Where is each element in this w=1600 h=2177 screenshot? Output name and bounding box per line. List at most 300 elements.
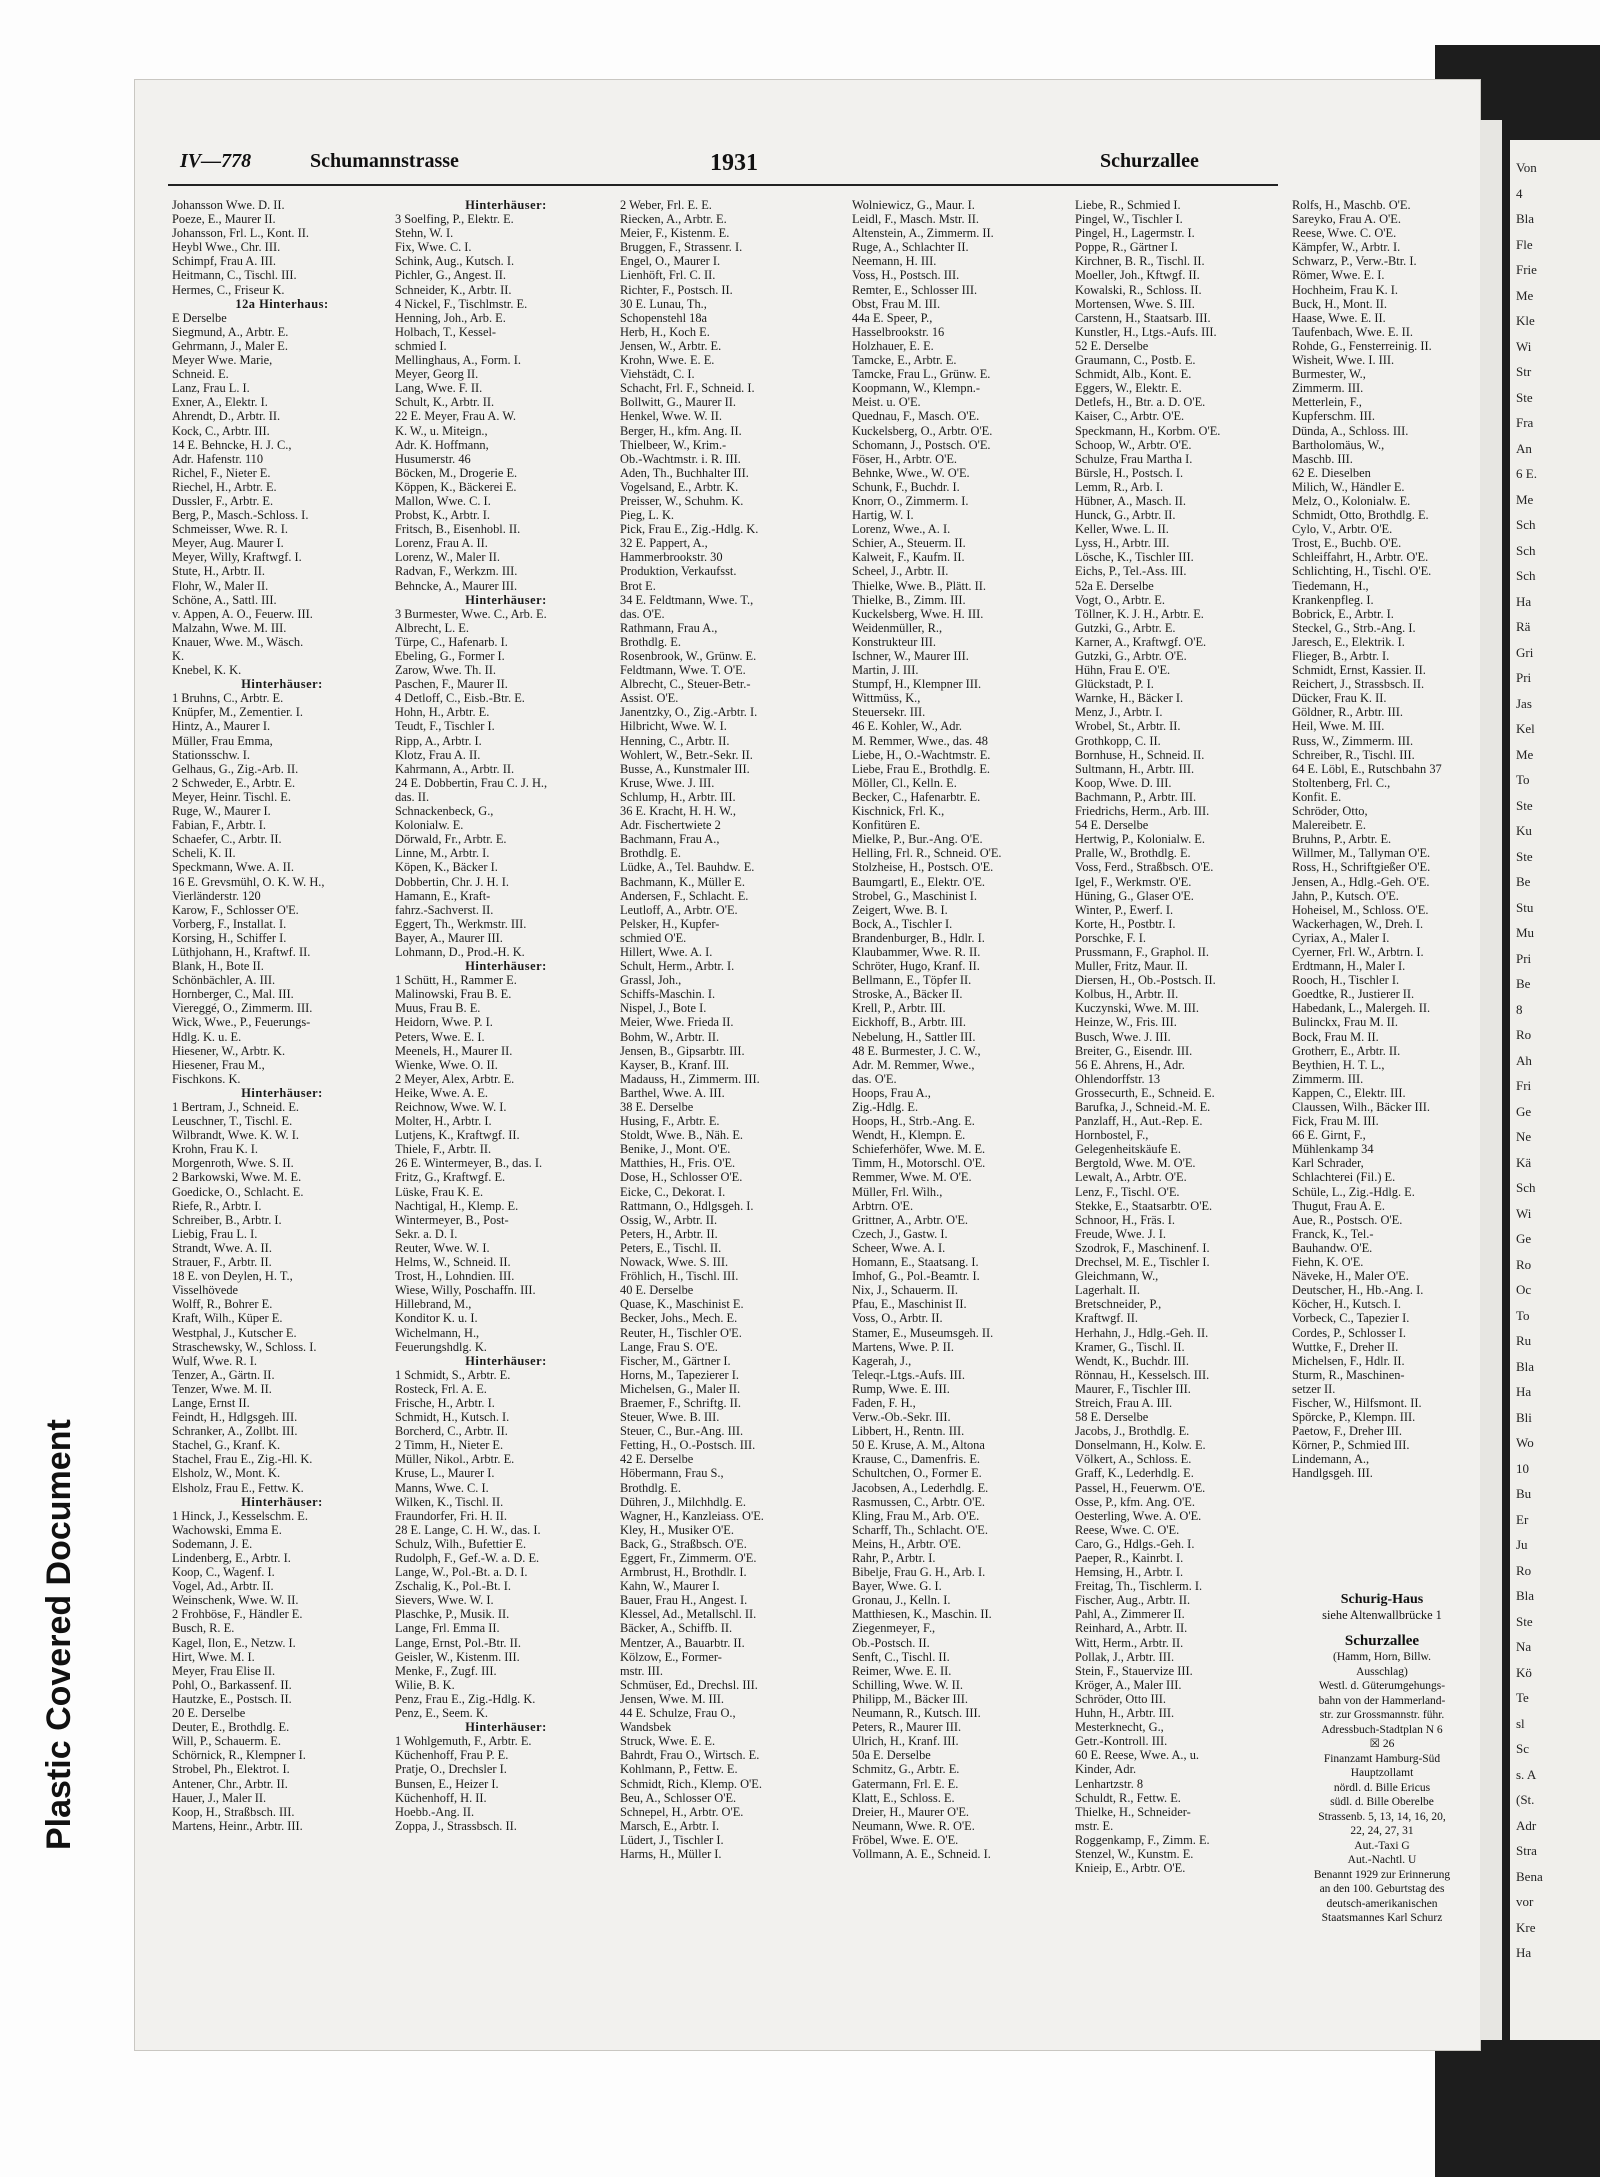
directory-entry: Morgenroth, Wwe. S. II. — [172, 1156, 294, 1171]
directory-entry: Diersen, H., Ob.-Postsch. II. — [1075, 973, 1216, 988]
schurzallee-title: Schurzallee — [1344, 1633, 1420, 1649]
directory-entry: Möller, Cl., Kelln. E. — [852, 775, 957, 790]
directory-entry: Blank, H., Bote II. — [172, 959, 264, 974]
next-page-text-fragment: Bu — [1516, 1486, 1532, 1501]
directory-entry: Küchenhoff, H. II. — [395, 1790, 487, 1805]
directory-entry: Igel, F., Werkmstr. O'E. — [1075, 874, 1192, 889]
directory-entry: 2 Barkowski, Wwe. M. E. — [172, 1170, 302, 1185]
directory-entry: Körner, P., Schmied III. — [1292, 1438, 1410, 1453]
directory-entry: Heitmann, C., Tischl. III. — [172, 268, 297, 283]
column-2 — [395, 198, 617, 2018]
directory-entry: Bayer, Wwe. G. I. — [852, 1579, 942, 1594]
directory-entry: Fetting, H., O.-Postsch. III. — [620, 1438, 756, 1453]
directory-entry: Zimmerm. III. — [1292, 1071, 1364, 1086]
directory-entry: Dücker, Frau K. II. — [1292, 691, 1387, 706]
directory-entry: Gronau, J., Kelln. I. — [852, 1593, 951, 1608]
directory-entry: Poeze, E., Maurer II. — [172, 212, 276, 227]
directory-entry: Marsch, E., Arbtr. I. — [620, 1818, 720, 1833]
directory-entry: Nispel, J., Bote I. — [620, 1001, 707, 1016]
directory-entry: Schüle, L., Zig.-Hdlg. E. — [1292, 1184, 1415, 1199]
schurzallee-line: Benannt 1929 zur Erinnerung — [1313, 1868, 1451, 1881]
directory-entry: Aue, R., Postsch. O'E. — [1292, 1212, 1403, 1227]
directory-entry: Brothdlg. E. — [620, 846, 681, 861]
directory-entry: 48 E. Burmester, J. C. W., — [852, 1043, 981, 1058]
directory-entry: Holzhauer, E. E. — [852, 338, 934, 353]
directory-entry: Westphal, J., Kutscher E. — [172, 1325, 297, 1340]
directory-entry: Paschen, F., Maurer II. — [395, 677, 508, 692]
directory-entry: Fischer, W., Hilfsmont. II. — [1292, 1395, 1422, 1410]
next-page-text-fragment: Oc — [1516, 1282, 1532, 1297]
directory-entry: Schröder, Otto, — [1292, 804, 1368, 819]
directory-entry: 1 Hinck, J., Kesselschm. E. — [172, 1508, 308, 1523]
directory-entry: Jahn, P., Kutsch. O'E. — [1292, 888, 1399, 903]
next-page-text-fragment: Bena — [1516, 1868, 1543, 1884]
directory-entry: 54 E. Derselbe — [1075, 818, 1149, 833]
directory-entry: Claussen, Wilh., Bäcker III. — [1292, 1100, 1430, 1114]
directory-entry: Schiffs-Maschin. I. — [620, 987, 716, 1002]
directory-entry: 3 Soelfing, P., Elektr. E. — [395, 212, 514, 227]
directory-entry: K. — [172, 649, 185, 663]
directory-entry: Freitag, Th., Tischlerm. I. — [1075, 1579, 1203, 1594]
directory-entry: Schimpf, Frau A. III. — [172, 254, 276, 269]
directory-entry: Ruge, W., Maurer I. — [172, 804, 271, 819]
directory-entry: Antener, Chr., Arbtr. II. — [172, 1776, 288, 1791]
directory-entry: Voss, O., Arbtr. II. — [852, 1311, 943, 1326]
directory-entry: 1 Bertram, J., Schneid. E. — [172, 1100, 299, 1114]
next-page-text-fragment: Bli — [1516, 1409, 1532, 1425]
directory-entry: Kolonialw. E. — [395, 818, 464, 833]
directory-entry: Breiter, G., Eisendr. III. — [1075, 1043, 1193, 1058]
directory-entry: Molter, H., Arbtr. I. — [395, 1114, 492, 1129]
directory-entry: Vogt, O., Arbtr. E. — [1075, 592, 1165, 607]
directory-entry: Lange, Frl. Emma II. — [395, 1621, 500, 1636]
next-page-text-fragment: (St. — [1516, 1792, 1535, 1807]
directory-entry: Klotz, Frau A. II. — [395, 747, 481, 762]
directory-entry: Lyss, H., Arbtr. III. — [1075, 536, 1170, 551]
directory-entry: Matthies, H., Fris. O'E. — [620, 1156, 736, 1171]
directory-entry: Cordes, P., Schlosser I. — [1292, 1325, 1406, 1340]
directory-entry: Kley, H., Musiker O'E. — [620, 1522, 734, 1537]
directory-entry: Pichler, G., Angest. II. — [395, 268, 507, 283]
directory-entry: Richter, F., Postsch. II. — [620, 282, 733, 297]
next-page-text-fragment: Pri — [1516, 670, 1532, 685]
directory-entry: Eggers, W., Elektr. E. — [1075, 381, 1182, 396]
directory-entry: Schieferhöfer, Wwe. M. E. — [852, 1142, 986, 1157]
directory-entry: Remter, E., Schlosser III. — [852, 282, 978, 297]
directory-entry: Hinterhäuser: — [241, 1494, 323, 1509]
next-page-text-fragment: Wo — [1516, 1435, 1534, 1450]
directory-entry: Bock, Frau M. II. — [1292, 1029, 1379, 1044]
directory-entry: Heinze, W., Fris. III. — [1075, 1015, 1177, 1030]
directory-entry: Horns, M., Tapezierer I. — [620, 1367, 739, 1382]
directory-entry: Lewalt, A., Arbtr. O'E. — [1075, 1170, 1187, 1185]
directory-entry: Bartholomäus, W., — [1292, 437, 1385, 452]
directory-entry: Prussmann, F., Graphol. II. — [1075, 944, 1209, 959]
directory-entry: Thielbeer, W., Krim.- — [620, 437, 727, 452]
directory-entry: Thiele, F., Arbtr. II. — [395, 1142, 492, 1157]
directory-entry: Taufenbach, Wwe. E. II. — [1292, 324, 1414, 339]
directory-entry: Albrecht, L. E. — [395, 620, 469, 635]
directory-entry: Zoppa, J., Strassbsch. II. — [395, 1818, 517, 1833]
directory-entry: Knebel, K. K. — [172, 663, 242, 678]
directory-entry: Peters, R., Maurer III. — [852, 1720, 962, 1735]
next-page-text-fragment: Mu — [1516, 925, 1535, 940]
directory-entry: Kahrmann, A., Arbtr. II. — [395, 761, 515, 776]
directory-entry: Schultchen, O., Former E. — [852, 1466, 982, 1481]
directory-entry: Stekke, E., Staatsarbtr. O'E. — [1075, 1198, 1213, 1213]
next-page-text-fragment: An — [1516, 440, 1532, 456]
directory-entry: Fick, Frau M. III. — [1292, 1114, 1379, 1129]
directory-entry: Völkert, A., Schloss. E. — [1075, 1452, 1192, 1467]
directory-entry: Meyer, Aug. Maurer I. — [172, 536, 284, 551]
directory-entry: Goedicke, O., Schlacht. E. — [172, 1184, 304, 1199]
directory-entry: Peters, H., Arbtr. II. — [620, 1226, 718, 1241]
next-page-text-fragment: Sch — [1516, 1180, 1536, 1195]
directory-entry: Rohde, G., Fensterreinig. II. — [1292, 338, 1432, 353]
directory-entry: Goedtke, R., Justierer II. — [1292, 987, 1415, 1002]
column-3 — [620, 198, 848, 2018]
directory-entry: Müller, Nikol., Arbtr. E. — [395, 1452, 515, 1467]
directory-entry: Lorenz, Frau A. II. — [395, 536, 488, 551]
directory-entry: Reinhard, A., Arbtr. II. — [1075, 1621, 1188, 1636]
directory-entry: 60 E. Reese, Wwe. A., u. — [1075, 1748, 1199, 1763]
directory-entry: Vogel, Ad., Arbtr. II. — [172, 1579, 274, 1594]
directory-entry: Maschb. III. — [1292, 451, 1353, 466]
schurzallee-line: Hauptzollamt — [1350, 1767, 1414, 1779]
directory-entry: Hermes, C., Friseur K. — [172, 282, 285, 297]
directory-entry: Feldtmann, Wwe. T. O'E. — [620, 663, 746, 678]
directory-entry: Steuer, Wwe. B. III. — [620, 1410, 720, 1425]
directory-entry: Näveke, H., Maler O'E. — [1292, 1269, 1409, 1284]
directory-entry: Krell, P., Arbtr. III. — [852, 1001, 946, 1016]
directory-entry: 20 E. Derselbe — [172, 1706, 246, 1721]
directory-entry: Schopenstehl 18a — [620, 310, 708, 325]
directory-entry: 1 Wohlgemuth, F., Arbtr. E. — [395, 1734, 532, 1749]
directory-entry: Cyerner, Frl. W., Arbtrn. I. — [1292, 944, 1424, 959]
directory-entry: Becker, C., Hafenarbtr. E. — [852, 789, 981, 804]
directory-entry: 2 Timm, H., Nieter E. — [395, 1438, 504, 1453]
directory-entry: Krankenpfleg. I. — [1292, 592, 1374, 607]
directory-entry: Hertwig, P., Kolonialw. E. — [1075, 832, 1205, 847]
directory-entry: Wienke, Wwe. O. II. — [395, 1057, 498, 1072]
directory-entry: Reuter, H., Tischler O'E. — [620, 1325, 742, 1340]
directory-entry: Eggert, Th., Werkmstr. III. — [395, 916, 527, 931]
directory-entry: Menke, F., Zugf. III. — [395, 1663, 497, 1678]
next-page-text-fragment: 8 — [1516, 1001, 1523, 1017]
directory-entry: Fraundorfer, Fri. H. II. — [395, 1508, 508, 1523]
directory-entry: Rooch, H., Tischler I. — [1292, 973, 1400, 988]
next-page-text-fragment: Ah — [1516, 1052, 1532, 1068]
directory-entry: Hinterhäuser: — [465, 1720, 547, 1735]
directory-entry: Karl Schrader, — [1292, 1156, 1364, 1171]
directory-entry: Gatermann, Frl. E. E. — [852, 1776, 959, 1791]
directory-entry: Ruge, A., Schlachter II. — [852, 240, 969, 255]
directory-entry: Schier, A., Steuerm. II. — [852, 536, 966, 551]
directory-entry: 56 E. Ahrens, H., Adr. — [1075, 1057, 1185, 1072]
next-page-text-fragment: Ro — [1516, 1027, 1532, 1042]
directory-entry: Wagner, H., Kanzleiass. O'E. — [620, 1508, 764, 1523]
directory-entry: Zeigert, Wwe. B. I. — [852, 902, 948, 917]
directory-entry: Wolniewicz, G., Maur. I. — [852, 198, 975, 212]
directory-entry: Struck, Wwe. E. E. — [620, 1734, 716, 1749]
directory-entry: Dussler, F., Arbtr. E. — [172, 493, 274, 508]
directory-entry: Köppen, K., Bäckerei E. — [395, 479, 517, 494]
directory-entry: 38 E. Derselbe — [620, 1100, 694, 1114]
directory-entry: 16 E. Grevsmühl, O. K. W. H., — [172, 874, 325, 889]
directory-entry: Kappen, C., Elektr. III. — [1292, 1085, 1406, 1100]
next-page-text-fragment: Von — [1516, 160, 1537, 175]
directory-entry: Malzahn, Wwe. M. III. — [172, 620, 287, 635]
directory-entry: Preisser, W., Schuhm. K. — [620, 493, 744, 508]
directory-entry: Imhof, G., Pol.-Beamtr. I. — [852, 1269, 980, 1284]
directory-entry: Schmitz, G., Arbtr. E. — [852, 1762, 960, 1777]
directory-entry: Wilie, B. K. — [395, 1677, 455, 1692]
directory-entry: Linne, M., Arbtr. I. — [395, 846, 490, 861]
directory-entry: Schnackenbeck, G., — [395, 804, 494, 819]
directory-entry: Köcher, H., Kutsch. I. — [1292, 1297, 1401, 1312]
directory-entry: Henning, C., Arbtr. II. — [620, 733, 730, 748]
directory-entry: Bergtold, Wwe. M. O'E. — [1075, 1156, 1196, 1171]
directory-entry: Kahn, W., Maurer I. — [620, 1579, 720, 1594]
directory-entry: Kohlmann, P., Fettw. E. — [620, 1762, 738, 1777]
schurzallee-line: Staatsmannes Karl Schurz — [1321, 1912, 1443, 1924]
directory-entry: Konstrukteur III. — [852, 634, 936, 649]
directory-entry: Lüdke, A., Tel. Bauhdw. E. — [620, 860, 755, 875]
directory-entry: Vollmann, A. E., Schneid. I. — [852, 1846, 991, 1861]
schurzallee-line: (Hamm, Horn, Billw. — [1333, 1651, 1431, 1663]
directory-entry: Mühlenkamp 34 — [1292, 1142, 1374, 1157]
directory-entry: Deuter, E., Brothdlg. E. — [172, 1720, 290, 1735]
directory-entry: Radvan, F., Werkzm. III. — [395, 564, 518, 579]
directory-entry: Harms, H., Müller I. — [620, 1846, 722, 1861]
directory-entry: Reuter, Wwe. W. I. — [395, 1240, 490, 1255]
next-page-text-fragment: Kö — [1516, 1664, 1532, 1680]
directory-entry: Sareyko, Frau A. O'E. — [1292, 212, 1401, 227]
directory-entry: Pahl, A., Zimmerer II. — [1075, 1607, 1185, 1622]
directory-entry: Schmidt, Otto, Brothdlg. E. — [1292, 508, 1429, 523]
directory-entry: Nix, J., Schauerm. II. — [852, 1283, 958, 1298]
directory-entry: Altenstein, A., Zimmerm. II. — [852, 226, 994, 241]
directory-entry: 62 E. Dieselben — [1292, 465, 1371, 480]
directory-entry: Dose, H., Schlosser O'E. — [620, 1170, 743, 1185]
directory-entry: Pratje, O., Drechsler I. — [395, 1762, 507, 1777]
directory-entry: Engel, O., Maurer I. — [620, 254, 721, 269]
next-page-text-fragment: Me — [1516, 746, 1534, 762]
directory-entry: Senft, C., Tischl. II. — [852, 1649, 950, 1664]
directory-entry: Kock, C., Arbtr. III. — [172, 423, 270, 438]
directory-entry: Neumann, Wwe. R. O'E. — [852, 1818, 975, 1833]
directory-entry: mstr. E. — [1075, 1818, 1114, 1833]
directory-entry: Jensen, Wwe. M. III. — [620, 1691, 725, 1706]
directory-entry: Hoops, H., Strb.-Ang. E. — [852, 1114, 975, 1129]
next-page-text-fragment: Stra — [1516, 1843, 1537, 1858]
next-page-text-fragment: 4 — [1516, 185, 1523, 201]
directory-entry: Voss, Ferd., Straßbsch. O'E. — [1075, 860, 1214, 875]
directory-entry: Reichert, J., Strassbsch. II. — [1292, 677, 1425, 692]
directory-entry: Stumpf, H., Klempner III. — [852, 677, 982, 692]
directory-entry: Gleichmann, W., — [1075, 1269, 1159, 1284]
directory-entry: Scheel, J., Arbtr. II. — [852, 564, 949, 579]
directory-entry: Thielke, Wwe. B., Plätt. II. — [852, 578, 986, 593]
directory-entry: Fischer, Aug., Arbtr. II. — [1075, 1593, 1191, 1608]
next-page-text-fragment: Ku — [1516, 823, 1532, 838]
directory-entry: Küchenhoff, Frau P. E. — [395, 1748, 509, 1763]
directory-entry: Stein, F., Stauervize III. — [1075, 1663, 1193, 1678]
directory-entry: Sodemann, J. E. — [172, 1536, 253, 1551]
directory-entry: Hinterhäuser: — [465, 959, 547, 974]
directory-entry: Passel, H., Feuerwm. O'E. — [1075, 1480, 1206, 1495]
column-4 — [852, 198, 1072, 2018]
directory-entry: 2 Schweder, E., Arbtr. E. — [172, 775, 296, 790]
next-page-text-fragment: Ste — [1516, 848, 1533, 864]
directory-entry: E Derselbe — [172, 310, 227, 325]
directory-entry: Strobel, G., Maschinist I. — [852, 888, 977, 903]
directory-entry: Reichnow, Wwe. W. I. — [395, 1100, 507, 1114]
directory-entry: K. W., u. Miteign., — [395, 423, 488, 438]
directory-entry: Lorenz, W., Maler II. — [395, 550, 500, 565]
schurzallee-line: str. zur Grossmannstr. führ. — [1319, 1709, 1445, 1721]
directory-entry: Wichelmann, H., — [395, 1325, 480, 1340]
directory-entry: Stoltenberg, Frl. C., — [1292, 775, 1391, 790]
schurig-title: Schurig-Haus — [1340, 1592, 1424, 1607]
directory-entry: 44 E. Schulze, Frau O., — [620, 1706, 736, 1721]
directory-entry: Tenzer, Wwe. M. II. — [172, 1381, 272, 1396]
directory-entry: Berger, H., kfm. Ang. II. — [620, 423, 742, 438]
directory-entry: Pingel, W., Tischler I. — [1075, 212, 1183, 227]
next-page-text-fragment: Ste — [1516, 389, 1533, 405]
directory-entry: Bruggen, F., Strassenr. I. — [620, 240, 743, 255]
next-page-text-fragment: Pri — [1516, 950, 1532, 966]
directory-entry: Mesterknecht, G., — [1075, 1720, 1164, 1735]
directory-entry: Kowalski, R., Schloss. II. — [1075, 282, 1202, 297]
directory-entry: Deutscher, H., Hb.-Ang. I. — [1292, 1283, 1424, 1298]
directory-entry: Kraftwgf. II. — [1075, 1311, 1138, 1326]
directory-entry: Meins, H., Arbtr. O'E. — [852, 1536, 961, 1551]
directory-entry: Johansson Wwe. D. II. — [172, 198, 285, 212]
directory-entry: 66 E. Girnt, F., — [1292, 1128, 1366, 1143]
directory-entry: 46 E. Kohler, W., Adr. — [852, 719, 962, 734]
directory-entry: Moeller, Joh., Kftwgf. II. — [1075, 268, 1200, 283]
directory-entry: Steuersekr. III. — [852, 705, 926, 720]
directory-entry: Back, G., Straßbsch. O'E. — [620, 1536, 747, 1551]
directory-entry: Wolff, R., Bohrer E. — [172, 1297, 273, 1312]
directory-entry: Fix, Wwe. C. I. — [395, 240, 472, 255]
directory-entry: Koop, C., Wagenf. I. — [172, 1565, 275, 1580]
directory-entry: Mentzer, A., Bauarbtr. II. — [620, 1635, 745, 1650]
directory-entry: Husing, F., Arbtr. E. — [620, 1114, 720, 1129]
directory-entry: Heike, Wwe. A. E. — [395, 1085, 489, 1100]
directory-entry: Will, P., Schauerm. E. — [172, 1734, 281, 1749]
next-page-text-fragment: Ju — [1516, 1537, 1528, 1552]
directory-entry: Remmer, Wwe. M. O'E. — [852, 1170, 972, 1185]
directory-entry: Strandt, Wwe. A. II. — [172, 1240, 272, 1255]
directory-entry: Johansson, Frl. L., Kont. II. — [172, 226, 309, 241]
directory-entry: Konfit. E. — [1292, 789, 1342, 804]
next-page-text-fragment: sl — [1516, 1715, 1525, 1731]
directory-entry: Wittmüss, K., — [852, 691, 921, 706]
directory-entry: Schmeisser, Wwe. R. I. — [172, 522, 288, 537]
directory-entry: Schnepel, H., Arbtr. O'E. — [620, 1804, 744, 1819]
directory-entry: Jaresch, E., Elektrik. I. — [1292, 634, 1405, 649]
directory-entry: Obst, Frau M. III. — [852, 296, 941, 311]
directory-entry: Henning, Joh., Arb. E. — [395, 310, 506, 325]
directory-entry: Schreiber, B., Arbtr. I. — [172, 1212, 282, 1227]
directory-entry: Gelegenheitskäufe E. — [1075, 1142, 1181, 1157]
directory-entry: Dühren, J., Milchhdlg. E. — [620, 1494, 746, 1509]
directory-entry: 2 Meyer, Alex, Arbtr. E. — [395, 1071, 515, 1086]
directory-entry: Kagel, Ilon, E., Netzw. I. — [172, 1635, 296, 1650]
directory-entry: Meyer, Frau Elise II. — [172, 1663, 276, 1678]
directory-entry: 50a E. Derselbe — [852, 1748, 931, 1763]
directory-entry: Stenzel, W., Kunstm. E. — [1075, 1846, 1194, 1861]
directory-entry: Heidorn, Wwe. P. I. — [395, 1015, 493, 1030]
directory-entry: Hirt, Wwe. M. I. — [172, 1649, 255, 1664]
directory-entry: Herhahn, J., Hdlg.-Geh. II. — [1075, 1325, 1209, 1340]
directory-entry: Fröhlich, H., Tischl. III. — [620, 1269, 739, 1284]
plastic-covered-stamp: Plastic Covered Document — [40, 1419, 78, 1850]
directory-entry: Bachmann, K., Müller E. — [620, 874, 745, 889]
directory-entry: Lutjens, K., Kraftwgf. II. — [395, 1128, 520, 1143]
directory-entry: Burmester, W., — [1292, 367, 1366, 382]
directory-entry: Ahrendt, D., Arbtr. II. — [172, 409, 281, 424]
directory-entry: Scharff, Th., Schlacht. O'E. — [852, 1522, 988, 1537]
directory-entry: Erdtmann, H., Maler I. — [1292, 959, 1406, 974]
directory-entry: Konfitüren E. — [852, 818, 921, 833]
directory-entry: Stoldt, Wwe. B., Näh. E. — [620, 1128, 743, 1143]
directory-entry: Liebe, H., O.-Wachtmstr. E. — [852, 747, 991, 762]
directory-entry: Produktion, Verkaufsst. — [620, 564, 737, 579]
directory-entry: Hoebb.-Ang. II. — [395, 1804, 475, 1819]
directory-entry: Klessel, Ad., Metallschl. II. — [620, 1607, 757, 1622]
directory-entry: 52 E. Derselbe — [1075, 338, 1149, 353]
directory-entry: Menz, J., Arbtr. I. — [1075, 705, 1163, 720]
directory-entry: Philipp, M., Bäcker III. — [852, 1691, 968, 1706]
directory-entry: Borcherd, C., Arbtr. II. — [395, 1424, 508, 1439]
directory-entry: Heybl Wwe., Chr. III. — [172, 240, 281, 255]
directory-entry: Gutzki, G., Arbtr. E. — [1075, 620, 1176, 635]
directory-entry: Braemer, F., Schriftg. II. — [620, 1395, 742, 1410]
schurzallee-line: ☒ 26 — [1369, 1738, 1395, 1750]
directory-entry: Matthiesen, K., Maschin. II. — [852, 1607, 992, 1622]
next-page-text-fragment: Me — [1516, 491, 1534, 507]
directory-entry: Liebe, R., Schmied I. — [1075, 198, 1181, 212]
directory-entry: Lemm, R., Arb. I. — [1075, 479, 1164, 494]
directory-entry: Thielke, B., Zimm. III. — [852, 592, 966, 607]
next-page-text-fragment: Wi — [1516, 1205, 1532, 1221]
directory-entry: 36 E. Kracht, H. H. W., — [620, 804, 736, 819]
directory-entry: Pollak, J., Arbtr. III. — [1075, 1649, 1175, 1664]
directory-entry: Metterlein, F., — [1292, 395, 1362, 410]
directory-entry: Lenz, F., Tischl. O'E. — [1075, 1184, 1180, 1199]
directory-entry: Russ, W., Zimmerm. III. — [1292, 733, 1414, 748]
directory-entry: Tiedemann, H., — [1292, 578, 1369, 593]
directory-entry: Freude, Wwe. J. I. — [1075, 1226, 1166, 1241]
directory-entry: Bulinckx, Frau M. II. — [1292, 1015, 1398, 1030]
next-page-fragment — [1510, 140, 1600, 2040]
directory-entry: Hoops, Frau A., — [852, 1085, 931, 1100]
directory-entry: Köpen, K., Bäcker I. — [395, 860, 498, 875]
year: 1931 — [710, 150, 758, 176]
directory-entry: Grossecurth, E., Schneid. E. — [1075, 1085, 1215, 1100]
directory-entry: Riechel, H., Arbtr. E. — [172, 479, 277, 494]
directory-entry: Malereibetr. E. — [1292, 818, 1366, 833]
directory-entry: Wandsbek — [620, 1720, 672, 1735]
directory-entry: Teudt, F., Tischler I. — [395, 719, 495, 734]
next-page-text-fragment: Er — [1516, 1511, 1529, 1527]
directory-entry: Bäcker, A., Schiffb. II. — [620, 1621, 733, 1636]
directory-entry: Glückstadt, P. I. — [1075, 677, 1154, 692]
directory-entry: Dreier, H., Maurer O'E. — [852, 1804, 969, 1819]
